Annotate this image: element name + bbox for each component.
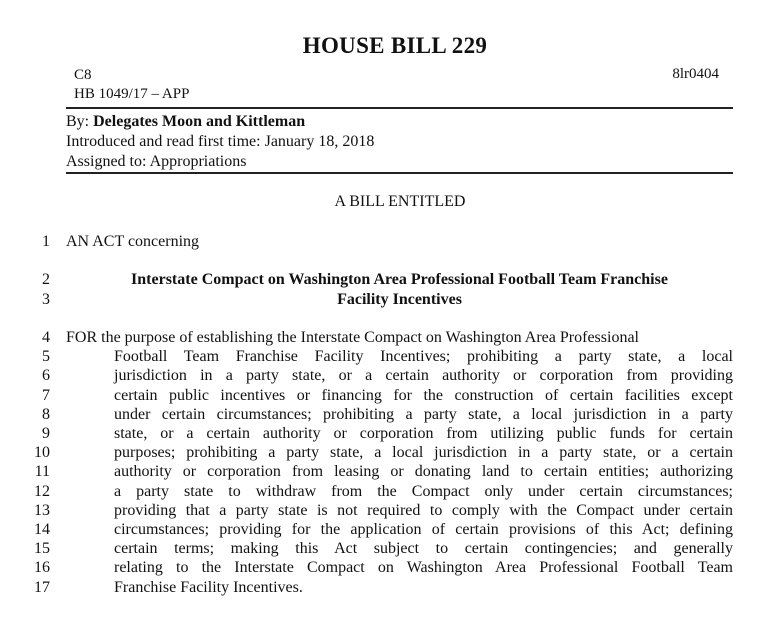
act-concerning-line: AN ACT concerning [66,233,200,250]
purpose-line: a party state to withdraw from the Compact only under certain circumstances; [114,482,733,500]
bottom-divider [66,172,733,174]
introduced-line: Introduced and read first time: January 18, 2018 [66,133,375,150]
subject-line: Facility Incentives [337,290,462,308]
purpose-line: certain terms; making this Act subject to certain contingencies; and generally [114,540,733,558]
purpose-line: providing that a party state is not required to comply with the Compact under certain [114,501,733,519]
line-number: 5 [42,348,50,366]
purpose-line: under certain circumstances; prohibiting a party state, a local jurisdiction in a party [114,405,733,423]
purpose-line: relating to the Interstate Compact on Washington Area Professional Football Team [114,559,733,577]
top-divider [66,107,733,109]
purpose-line: Franchise Facility Incentives. [114,578,303,596]
bill-meta [74,66,189,104]
purpose-line: FOR the purpose of establishing the Interstate Compact on Washington Area Professional [66,329,639,346]
purpose-paragraph [66,328,733,597]
by-label: By: [66,113,94,130]
line-number: 4 [42,329,50,346]
line-number: 3 [42,290,50,308]
sponsor-block [66,112,374,172]
line-number: 2 [42,271,50,288]
purpose-line: jurisdiction in a party state, or a certain authority or corporation from providing [114,367,733,385]
line-number: 10 [34,444,50,462]
line-number: 13 [34,501,50,519]
bill-subject [66,270,733,309]
line-number: 9 [42,425,50,442]
line-number: 7 [42,386,50,404]
purpose-line: authority or corporation from leasing or donating land to certain entities; authorizing [114,463,733,481]
sponsor-names: Delegates Moon and Kittleman [93,113,306,130]
bill-title: HOUSE BILL 229 [302,33,488,58]
purpose-line: state, or a certain authority or corporation from utilizing public funds for certain [114,425,733,443]
line-number: 8 [42,405,50,423]
line-number: 12 [34,482,50,500]
line-number: 11 [34,463,50,481]
purpose-line: circumstances; providing for the application of certain provisions of this Act; defining [114,521,733,539]
line-number: 1 [42,233,50,250]
line-number: 6 [42,367,50,385]
purpose-line: certain public incentives or financing for the construction of certain facilities except [114,386,733,404]
sponsors-line [66,112,374,132]
line-number: 16 [34,559,50,577]
line-number: 15 [34,540,50,558]
purpose-line: purposes; prohibiting a party state, a local jurisdiction in a party state, or a certain [114,444,733,462]
line-number: 17 [34,578,50,596]
subject-line: Interstate Compact on Washington Area Professional Football Team Franchise [131,271,668,288]
assigned-line: Assigned to: Appropriations [66,153,247,170]
purpose-line: Football Team Franchise Facility Incentives; prohibiting a party state, a local [114,348,733,366]
subject-code: C8 [74,67,92,83]
bill-entitled-heading: A BILL ENTITLED [334,193,466,210]
line-number: 14 [34,521,50,538]
prior-bill-reference: HB 1049/17 – APP [74,86,190,102]
document-id: 8lr0404 [672,66,719,82]
